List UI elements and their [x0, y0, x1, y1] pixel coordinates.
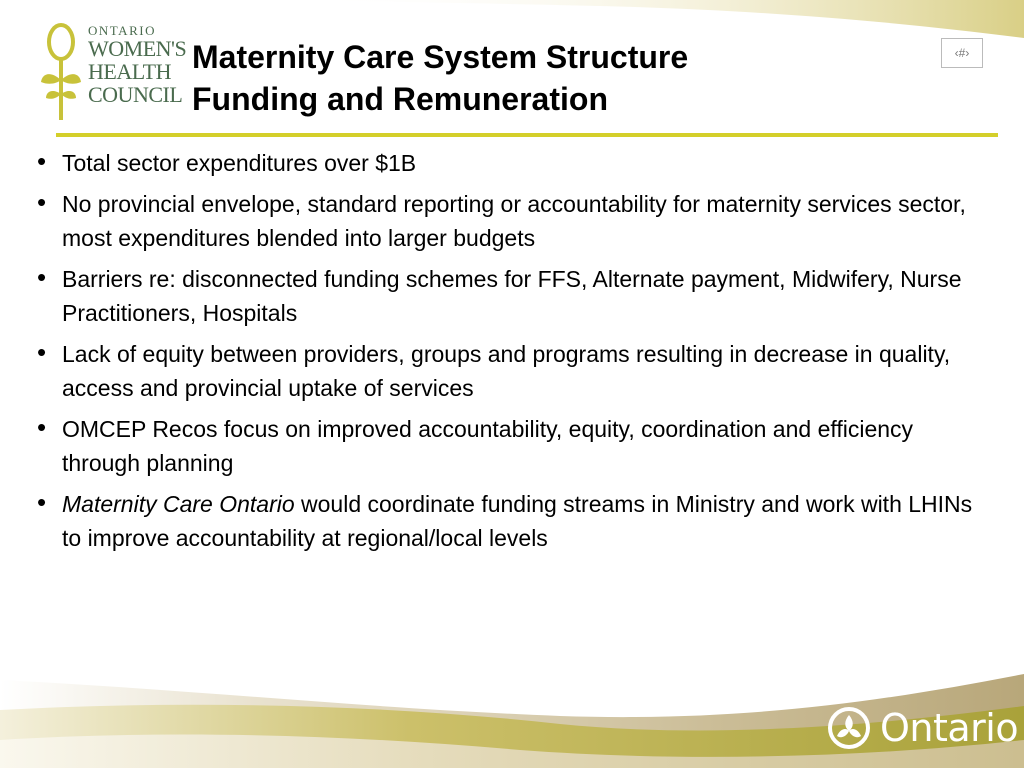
- bullet-text: No provincial envelope, standard reporting or accountability for maternity services sector, most expenditures blended into larger budgets: [62, 191, 966, 251]
- bullet-item: [36, 337, 976, 405]
- bullet-text: would coordinate funding streams in Ministry and work with LHINs to improve accountability at regional/local levels: [62, 491, 973, 551]
- ontario-wordmark: Ontario: [880, 706, 1019, 750]
- bullet-item: [36, 487, 976, 555]
- title-divider-rule: [56, 133, 998, 137]
- slide-title-line-1: Maternity Care System Structure: [192, 39, 689, 75]
- logo-line-health: HEALTH: [88, 59, 171, 84]
- bullet-text: Barriers re: disconnected funding schemes for FFS, Alternate payment, Midwifery, Nurse Practitioners, Hospitals: [62, 266, 962, 326]
- bullet-dot-icon: •: [37, 487, 47, 517]
- logo-line-womens: WOMEN'S: [88, 36, 187, 61]
- bullet-dot-icon: •: [37, 262, 47, 292]
- womens-health-council-logo: [38, 20, 187, 125]
- ontario-government-logo: [827, 704, 1019, 754]
- slide-title: [192, 36, 688, 120]
- logo-text: [88, 20, 186, 106]
- bullet-emphasis: Maternity Care Ontario: [62, 491, 295, 517]
- slide-title-line-2: Funding and Remuneration: [192, 81, 608, 117]
- bullet-text: Lack of equity between providers, groups and programs resulting in decrease in quality, access and provincial uptake of services: [62, 341, 951, 401]
- bullet-item: [36, 146, 976, 180]
- bullet-dot-icon: •: [37, 146, 47, 176]
- flower-icon: [38, 22, 84, 122]
- bullet-list: [36, 146, 976, 562]
- bullet-dot-icon: •: [37, 412, 47, 442]
- bullet-item: [36, 187, 976, 255]
- trillium-icon: [827, 706, 871, 750]
- bullet-dot-icon: •: [37, 337, 47, 367]
- bullet-text: Total sector expenditures over $1B: [62, 150, 417, 176]
- bullet-item: [36, 262, 976, 330]
- bullet-dot-icon: •: [37, 187, 47, 217]
- logo-line-ontario: ONTARIO: [88, 23, 156, 38]
- slide-number-box: ‹#›: [941, 38, 983, 68]
- bullet-item: [36, 412, 976, 480]
- logo-line-council: COUNCIL: [88, 82, 183, 107]
- bullet-text: OMCEP Recos focus on improved accountability, equity, coordination and efficiency through planning: [62, 416, 914, 476]
